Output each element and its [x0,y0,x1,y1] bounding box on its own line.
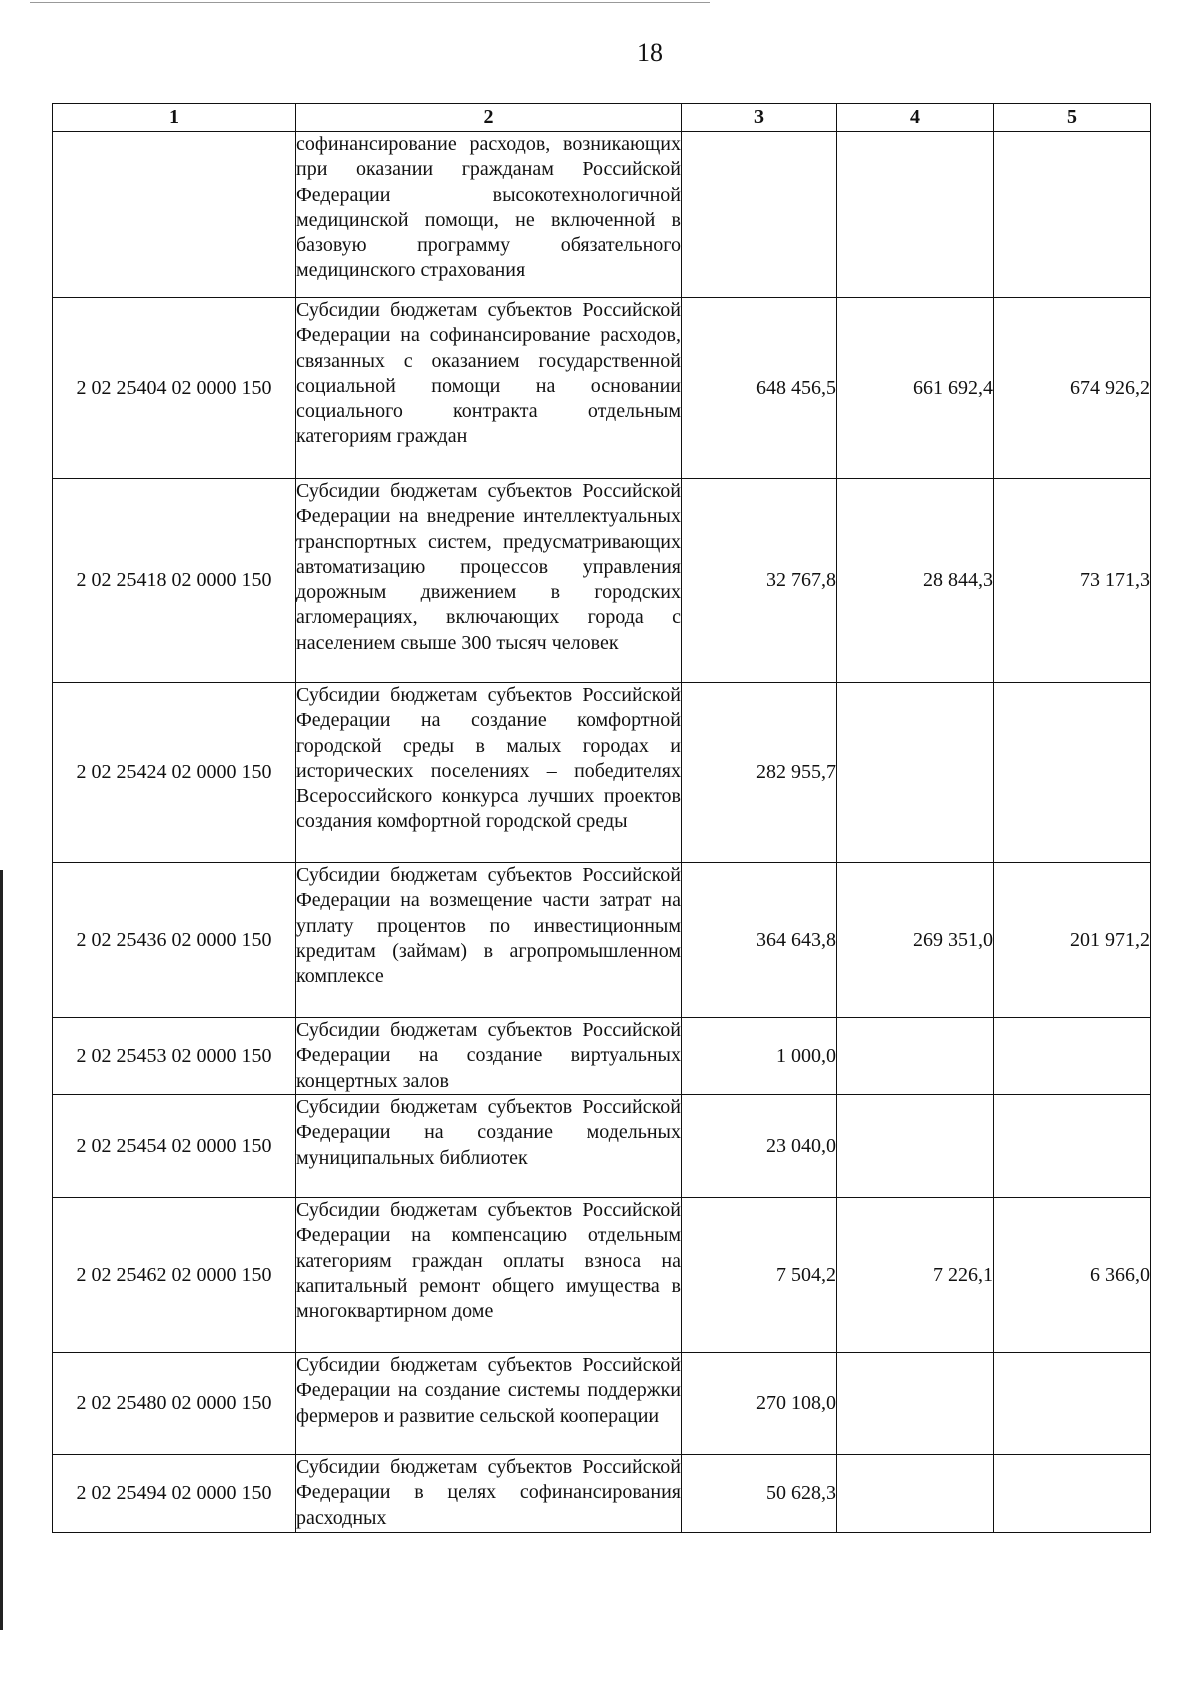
row-value-col3: 282 955,7 [682,683,837,863]
row-value-col4 [837,1018,994,1095]
row-description: Субсидии бюджетам субъектов Российской Федерации на внедрение интеллектуальных транспортных систем, предусматривающих автоматизацию процессов управления дорожным движением в городских агломерациях, включающих города с населением свыше 300 тысяч человек [296,479,682,683]
row-value-col4 [837,683,994,863]
column-header: 4 [837,104,994,132]
table-row [53,1353,1151,1455]
row-code [53,132,296,298]
row-value-col4 [837,1095,994,1198]
row-code: 2 02 25453 02 0000 150 [53,1018,296,1095]
row-code: 2 02 25436 02 0000 150 [53,863,296,1018]
row-code: 2 02 25454 02 0000 150 [53,1095,296,1198]
row-value-col5 [994,683,1151,863]
row-value-col3: 50 628,3 [682,1455,837,1533]
top-rule [30,2,710,3]
row-value-col4: 28 844,3 [837,479,994,683]
row-value-col4 [837,1455,994,1533]
row-value-col4: 7 226,1 [837,1198,994,1353]
row-value-col4 [837,132,994,298]
row-value-col3: 7 504,2 [682,1198,837,1353]
row-value-col5 [994,1455,1151,1533]
row-code: 2 02 25462 02 0000 150 [53,1198,296,1353]
row-code: 2 02 25424 02 0000 150 [53,683,296,863]
table-row [53,479,1151,683]
row-value-col5: 201 971,2 [994,863,1151,1018]
row-value-col5: 6 366,0 [994,1198,1151,1353]
row-value-col3: 32 767,8 [682,479,837,683]
column-header: 3 [682,104,837,132]
row-code: 2 02 25418 02 0000 150 [53,479,296,683]
table-row [53,132,1151,298]
row-value-col3: 364 643,8 [682,863,837,1018]
table-row [53,1198,1151,1353]
column-header: 5 [994,104,1151,132]
table-row [53,1455,1151,1533]
row-value-col3: 23 040,0 [682,1095,837,1198]
row-code: 2 02 25404 02 0000 150 [53,298,296,479]
table-row [53,1095,1151,1198]
column-header: 2 [296,104,682,132]
row-description: Субсидии бюджетам субъектов Российской Федерации на возмещение части затрат на уплату процентов по инвестиционным кредитам (займам) в агропромышленном комплексе [296,863,682,1018]
row-value-col4: 269 351,0 [837,863,994,1018]
row-description: Субсидии бюджетам субъектов Российской Федерации на компенсацию отдельным категориям граждан оплаты взноса на капитальный ремонт общего имущества в многоквартирном доме [296,1198,682,1353]
row-description: Субсидии бюджетам субъектов Российской Федерации на создание системы поддержки фермеров и развитие сельской кооперации [296,1353,682,1455]
table-row [53,683,1151,863]
table-row [53,863,1151,1018]
header-row [53,104,1151,132]
row-value-col5 [994,1353,1151,1455]
row-value-col4: 661 692,4 [837,298,994,479]
row-value-col4 [837,1353,994,1455]
row-code: 2 02 25494 02 0000 150 [53,1455,296,1533]
row-value-col5 [994,1018,1151,1095]
left-margin-bar [0,870,3,1630]
budget-table [52,103,1151,1533]
row-description: Субсидии бюджетам субъектов Российской Федерации в целях софинансирования расходных [296,1455,682,1533]
table-row [53,298,1151,479]
row-value-col3 [682,132,837,298]
row-value-col5 [994,132,1151,298]
row-description: Субсидии бюджетам субъектов Российской Федерации на создание модельных муниципальных библиотек [296,1095,682,1198]
column-header: 1 [53,104,296,132]
table-row [53,1018,1151,1095]
row-value-col3: 1 000,0 [682,1018,837,1095]
row-description: софинансирование расходов, возникающих при оказании гражданам Российской Федерации высокотехнологичной медицинской помощи, не включенной в базовую программу обязательного медицинского страхования [296,132,682,298]
page-number: 18 [637,38,663,67]
row-description: Субсидии бюджетам субъектов Российской Федерации на создание виртуальных концертных залов [296,1018,682,1095]
row-description: Субсидии бюджетам субъектов Российской Федерации на создание комфортной городской среды в малых городах и исторических поселениях – победителях Всероссийского конкурса лучших проектов создания комфортной городской среды [296,683,682,863]
row-value-col3: 270 108,0 [682,1353,837,1455]
row-value-col5: 73 171,3 [994,479,1151,683]
row-description: Субсидии бюджетам субъектов Российской Федерации на софинансирование расходов, связанных с оказанием государственной социальной помощи на основании социального контракта отдельным категориям граждан [296,298,682,479]
row-value-col5 [994,1095,1151,1198]
row-code: 2 02 25480 02 0000 150 [53,1353,296,1455]
row-value-col5: 674 926,2 [994,298,1151,479]
row-value-col3: 648 456,5 [682,298,837,479]
